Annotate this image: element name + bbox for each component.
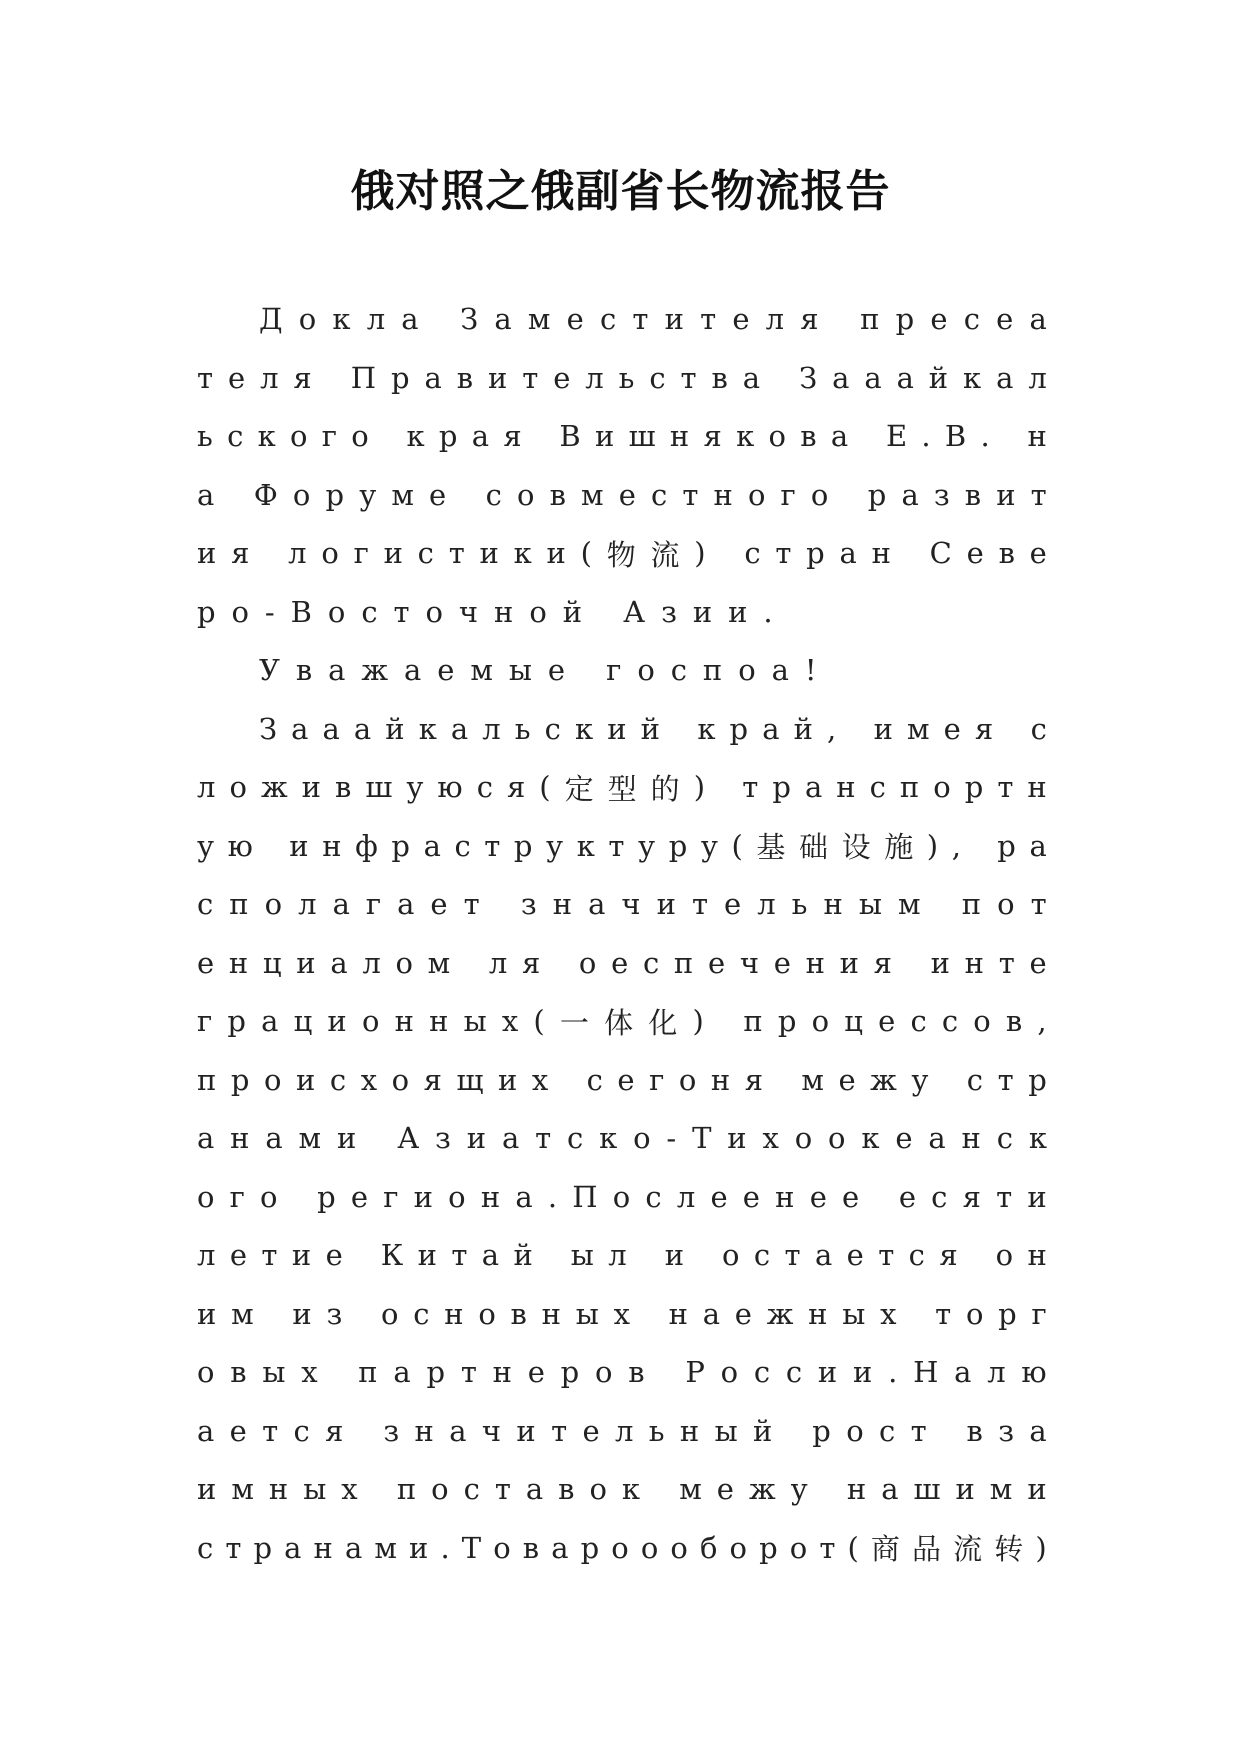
text-line: с п о л а г а е т з н а ч и т е л ь н ы м п о т — [197, 887, 1047, 922]
text-line: о в ы х п а р т н е р о в Р о с с и и . Н а л ю — [197, 1355, 1047, 1390]
text-line: а Ф о р у м е с о в м е с т н о г о р а з в и т — [197, 477, 1047, 512]
text-line: п р о и с х о я щ и х с е г о н я м е ж у с т р — [197, 1062, 1047, 1097]
text-line: и м н ы х п о с т а в о к м е ж у н а ш и м и — [197, 1472, 1047, 1507]
text-line: а е т с я з н а ч и т е л ь н ы й р о с т в з а — [197, 1413, 1047, 1448]
text-line: а н а м и А з и а т с к о - Т и х о о к е а н с к — [197, 1121, 1047, 1156]
text-line: г р а ц и о н н ы х ( 一 体 化 ) п р о ц е с с о в , — [197, 1004, 1047, 1040]
text-line: т е л я П р а в и т е л ь с т в а З а а а й к а л — [197, 360, 1047, 395]
text-line: у ю и н ф р а с т р у к т у р у ( 基 础 设 施 ) , р а — [197, 828, 1047, 865]
text-line: л о ж и в ш у ю с я ( 定 型 的 ) т р а н с п о р т н — [197, 770, 1047, 806]
text-line: У в а ж а е м ы е г о с п о а ! — [259, 653, 817, 688]
text-line: л е т и е К и т а й ы л и о с т а е т с я о н — [197, 1238, 1047, 1273]
text-line: ь с к о г о к р а я В и ш н я к о в а Е . В . н — [197, 419, 1047, 454]
document-body — [197, 290, 1047, 1577]
text-line: е н ц и а л о м л я о е с п е ч е н и я и н т е — [197, 945, 1047, 980]
text-line: З а а а й к а л ь с к и й к р а й , и м е я с — [259, 711, 1047, 746]
text-line: и м и з о с н о в н ы х н а е ж н ы х т о р г — [197, 1296, 1047, 1331]
document-title: 俄对照之俄副省长物流报告 — [350, 166, 891, 217]
text-line: и я л о г и с т и к и ( 物 流 ) с т р а н С е в е — [197, 536, 1047, 572]
text-line: с т р а н а м и . Т о в а р о о о б о р о т ( 商 品 流 转 ) — [197, 1530, 1047, 1567]
text-line: Д о к л а З а м е с т и т е л я п р е с е а — [259, 302, 1047, 337]
text-line: р о - В о с т о ч н о й А з и и . — [197, 594, 773, 629]
text-line: о г о р е г и о н а . П о с л е е н е е е с я т и — [197, 1179, 1047, 1214]
